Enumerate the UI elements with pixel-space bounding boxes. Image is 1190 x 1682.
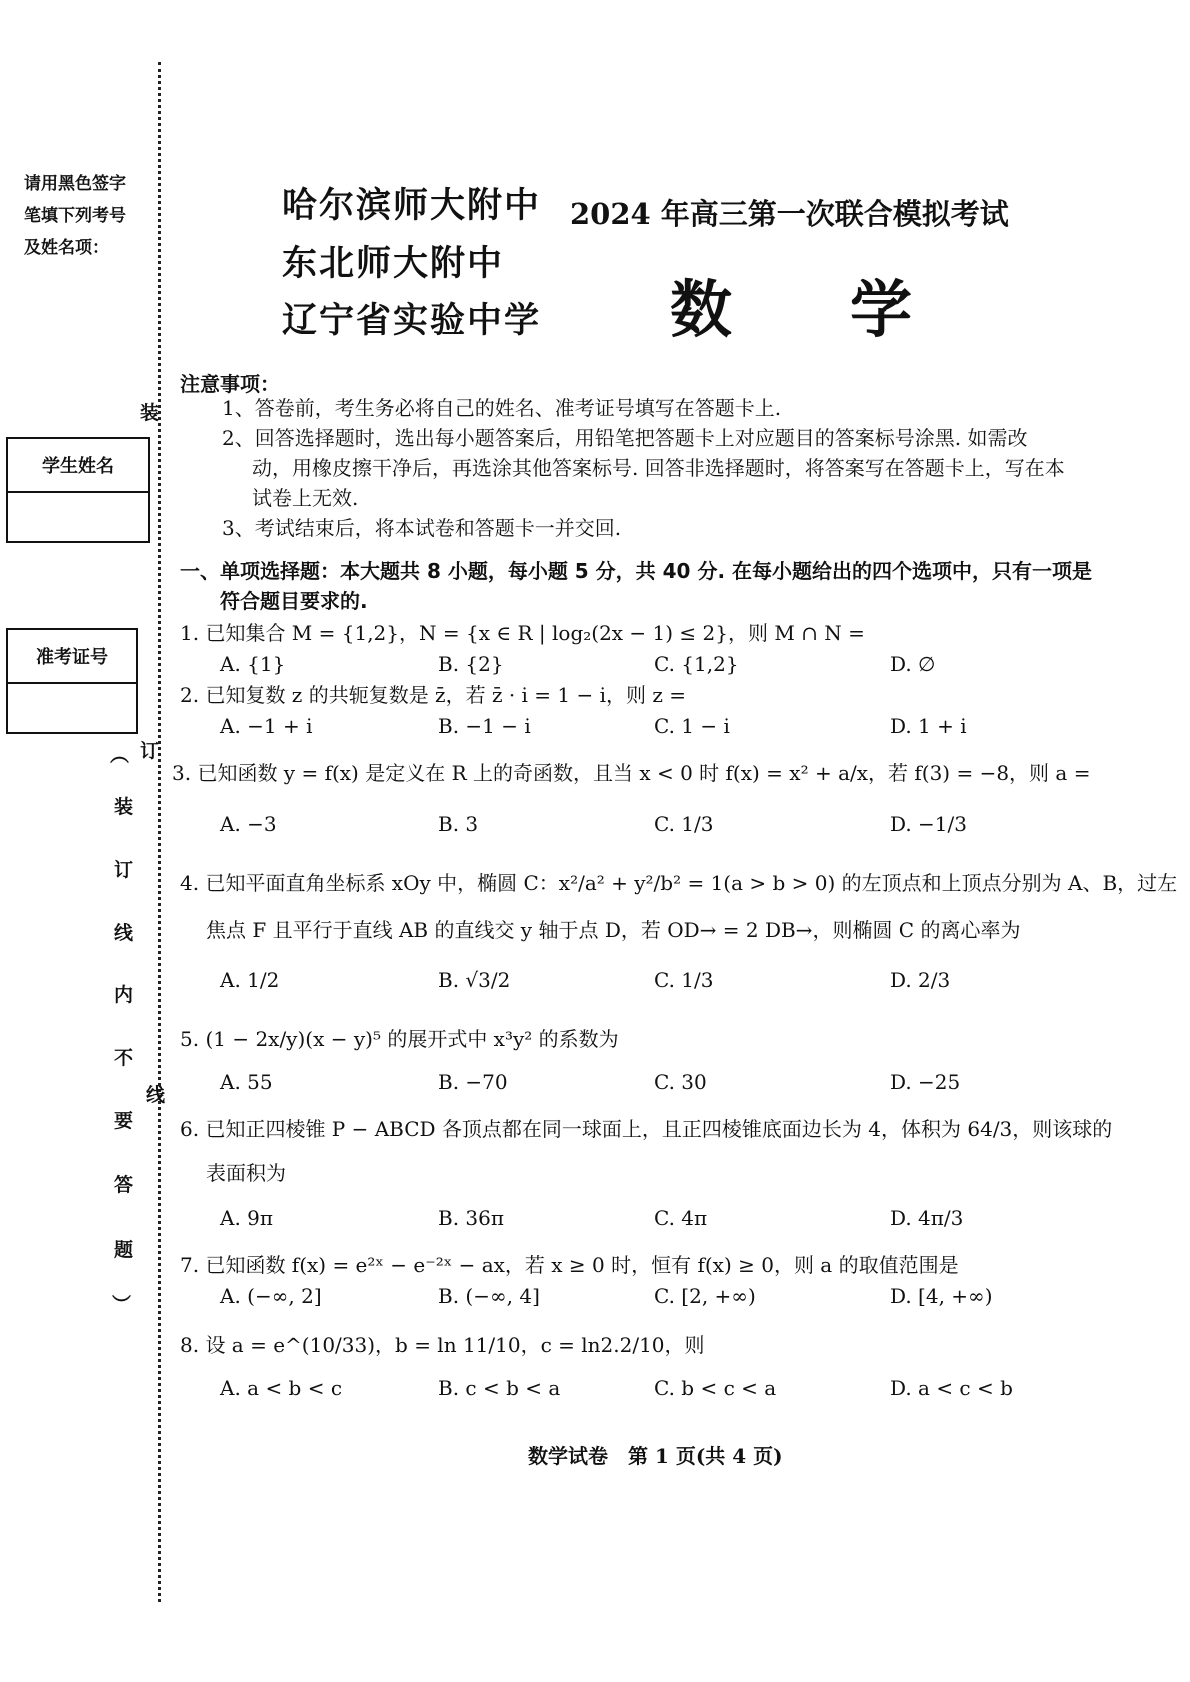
page-footer: 数学试卷 第 1 页(共 4 页) bbox=[528, 1444, 783, 1468]
notice-line: 试卷上无效. bbox=[252, 486, 359, 510]
option: A. −1 + i bbox=[220, 714, 313, 738]
option: A. (−∞, 2] bbox=[220, 1284, 322, 1308]
option: D. [4, +∞) bbox=[890, 1284, 993, 1308]
option: A. a < b < c bbox=[220, 1376, 343, 1400]
question-stem: 3. 已知函数 y = f(x) 是定义在 R 上的奇函数，且当 x < 0 时 f(x) = x² + a/x，若 f(3) = −8，则 a = bbox=[172, 761, 1091, 785]
option: A. 1/2 bbox=[220, 968, 280, 992]
warning-char: 要 bbox=[114, 1110, 134, 1132]
binding-mark: 装 bbox=[140, 402, 160, 424]
notice-title: 注意事项： bbox=[180, 372, 280, 396]
option: B. {2} bbox=[438, 652, 504, 676]
question-stem: 表面积为 bbox=[206, 1161, 286, 1185]
question-options bbox=[220, 812, 1060, 836]
notice-line: 2、回答选择题时，选出每小题答案后，用铅笔把答题卡上对应题目的答案标号涂黑. 如需改 bbox=[222, 426, 1028, 450]
school-name: 辽宁省实验中学 bbox=[282, 301, 542, 341]
margin-instruction bbox=[24, 168, 144, 264]
option: D. 1 + i bbox=[890, 714, 967, 738]
section-heading: 一、单项选择题：本大题共 8 小题，每小题 5 分，共 40 分. 在每小题给出的四个选项中，只有一项是 bbox=[180, 559, 1093, 583]
option: D. a < c < b bbox=[890, 1376, 1013, 1400]
school-name: 东北师大附中 bbox=[282, 244, 505, 284]
notice-line: 3、考试结束后，将本试卷和答题卡一并交回. bbox=[222, 516, 622, 540]
option: A. −3 bbox=[220, 812, 277, 836]
warning-char: 答 bbox=[114, 1174, 134, 1196]
binding-mark: 线 bbox=[146, 1084, 166, 1106]
question-options bbox=[220, 652, 1060, 676]
question-stem: 1. 已知集合 M = {1,2}，N = {x ∈ R | log₂(2x − 1) ≤ 2}，则 M ∩ N = bbox=[180, 621, 865, 645]
option: C. 1/3 bbox=[654, 812, 714, 836]
warning-char: 不 bbox=[114, 1047, 134, 1069]
option: B. −70 bbox=[438, 1070, 508, 1094]
margin-note-line: 及姓名项： bbox=[24, 238, 109, 258]
question-stem: 焦点 F 且平行于直线 AB 的直线交 y 轴于点 D，若 OD→ = 2 DB→，则椭圆 C 的离心率为 bbox=[206, 918, 1021, 942]
question-options bbox=[220, 1376, 1060, 1400]
question-stem: 2. 已知复数 z 的共轭复数是 z̄，若 z̄ · i = 1 − i，则 z = bbox=[180, 683, 687, 707]
option: C. 4π bbox=[654, 1206, 708, 1230]
school-name: 哈尔滨师大附中 bbox=[282, 186, 542, 226]
option: C. {1,2} bbox=[654, 652, 739, 676]
option: A. 9π bbox=[220, 1206, 274, 1230]
option: C. 1 − i bbox=[654, 714, 730, 738]
option: B. √3/2 bbox=[438, 968, 511, 992]
option: D. −25 bbox=[890, 1070, 961, 1094]
exam-id-field[interactable] bbox=[8, 684, 136, 732]
exam-title: 2024 年高三第一次联合模拟考试 bbox=[570, 197, 1009, 231]
option: B. c < b < a bbox=[438, 1376, 561, 1400]
student-name-box bbox=[6, 437, 150, 543]
option: A. 55 bbox=[220, 1070, 273, 1094]
option: C. 1/3 bbox=[654, 968, 714, 992]
option: D. ∅ bbox=[890, 652, 936, 676]
question-stem: 6. 已知正四棱锥 P − ABCD 各顶点都在同一球面上，且正四棱锥底面边长为 4，体积为 64/3，则该球的 bbox=[180, 1117, 1113, 1141]
margin-note-line: 笔填下列考号 bbox=[24, 206, 126, 226]
question-options bbox=[220, 1070, 1060, 1094]
warning-char: ︶ bbox=[112, 1294, 132, 1316]
binding-dotted-line bbox=[158, 62, 161, 1602]
subject-title: 数学 bbox=[670, 273, 1031, 346]
exam-id-label: 准考证号 bbox=[8, 630, 136, 684]
option: C. [2, +∞) bbox=[654, 1284, 756, 1308]
section-heading: 符合题目要求的. bbox=[220, 589, 368, 613]
question-options bbox=[220, 968, 1060, 992]
option: B. 36π bbox=[438, 1206, 505, 1230]
option: D. −1/3 bbox=[890, 812, 967, 836]
option: A. {1} bbox=[220, 652, 286, 676]
warning-char: 内 bbox=[114, 984, 134, 1006]
exam-id-box bbox=[6, 628, 138, 734]
option: D. 2/3 bbox=[890, 968, 951, 992]
warning-char: 线 bbox=[114, 922, 134, 944]
margin-note-line: 请用黑色签字 bbox=[24, 174, 126, 194]
option: B. 3 bbox=[438, 812, 479, 836]
warning-char: 题 bbox=[114, 1239, 134, 1261]
option: B. (−∞, 4] bbox=[438, 1284, 540, 1308]
warning-char: ︵ bbox=[110, 744, 130, 766]
option: D. 4π/3 bbox=[890, 1206, 964, 1230]
warning-char: 订 bbox=[114, 859, 134, 881]
question-stem: 5. (1 − 2x/y)(x − y)⁵ 的展开式中 x³y² 的系数为 bbox=[180, 1027, 619, 1051]
option: B. −1 − i bbox=[438, 714, 531, 738]
question-stem: 4. 已知平面直角坐标系 xOy 中，椭圆 C：x²/a² + y²/b² = 1(a > b > 0) 的左顶点和上顶点分别为 A、B，过左 bbox=[180, 871, 1178, 895]
student-name-field[interactable] bbox=[8, 493, 148, 541]
notice-line: 1、答卷前，考生务必将自己的姓名、准考证号填写在答题卡上. bbox=[222, 396, 782, 420]
question-stem: 7. 已知函数 f(x) = e²ˣ − e⁻²ˣ − ax，若 x ≥ 0 时，恒有 f(x) ≥ 0，则 a 的取值范围是 bbox=[180, 1253, 959, 1277]
notice-line: 动，用橡皮擦干净后，再选涂其他答案标号. 回答非选择题时，将答案写在答题卡上，写在本 bbox=[252, 456, 1065, 480]
question-stem: 8. 设 a = e^(10/33)，b = ln 11/10，c = ln2.2/10，则 bbox=[180, 1333, 705, 1357]
question-options bbox=[220, 1206, 1060, 1230]
warning-char: 装 bbox=[114, 796, 134, 818]
question-options bbox=[220, 714, 1060, 738]
option: C. b < c < a bbox=[654, 1376, 777, 1400]
student-name-label: 学生姓名 bbox=[8, 439, 148, 493]
binding-mark: 订 bbox=[140, 740, 160, 762]
option: C. 30 bbox=[654, 1070, 707, 1094]
question-options bbox=[220, 1284, 1060, 1308]
